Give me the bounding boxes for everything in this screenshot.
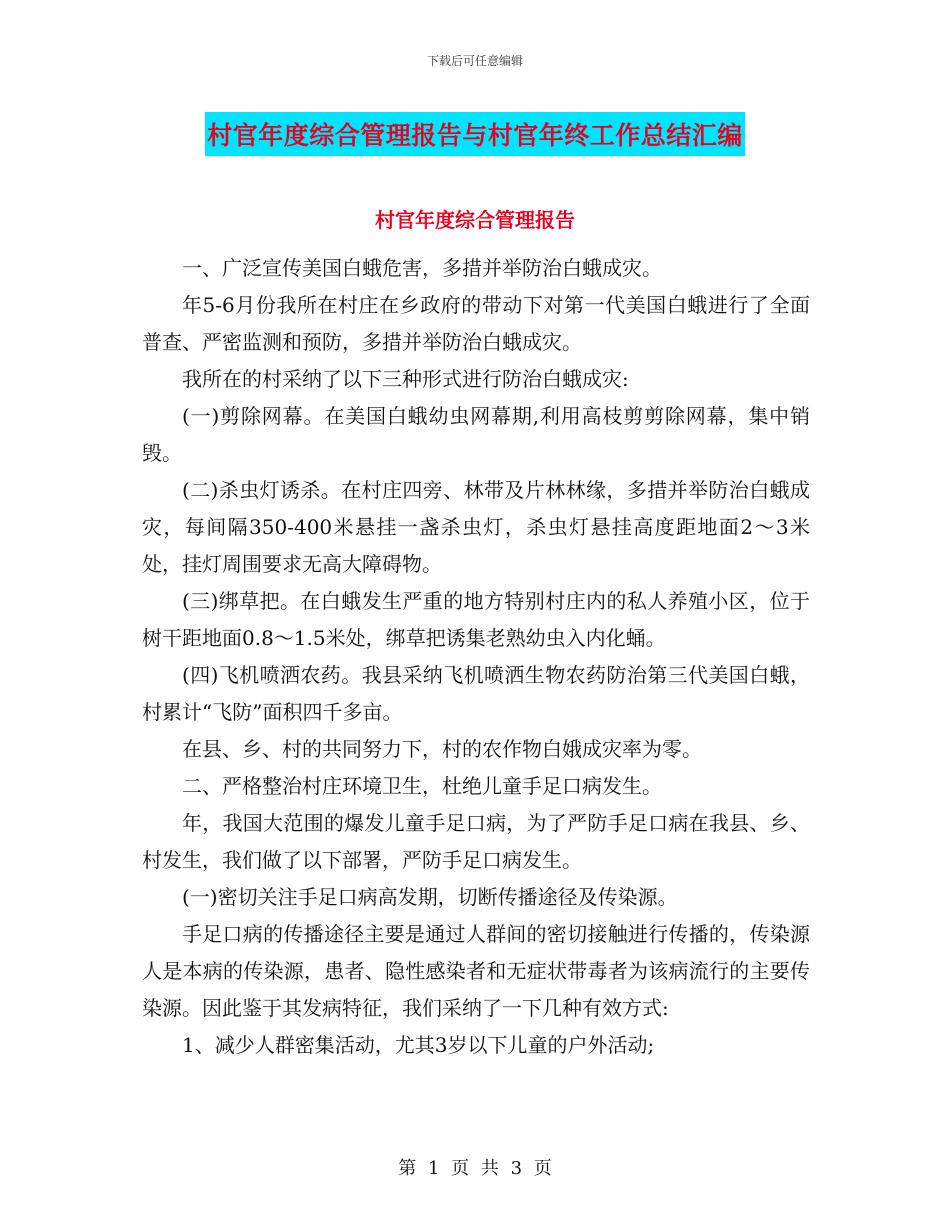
paragraph: 我所在的村采纳了以下三种形式进行防治白蛾成灾:: [182, 367, 629, 391]
section-title: 村官年度综合管理报告: [375, 208, 575, 232]
paragraph: (一)剪除网幕。在美国白蛾幼虫网幕期,利用高枝剪剪除网幕，集中销毁。: [142, 404, 810, 465]
paragraph: 在县、乡、村的共同努力下，村的农作物白娥成灾率为零。: [182, 737, 702, 761]
paragraph: (一)密切关注手足口病高发期，切断传播途径及传染源。: [182, 885, 678, 909]
body-text: [142, 250, 810, 1064]
paragraph: 年，我国大范围的爆发儿童手足口病，为了严防手足口病在我县、乡、村发生，我们做了以下部署，严防手足口病发生。: [142, 811, 810, 872]
page-footer: 第 1 页 共 3 页: [398, 1158, 552, 1179]
main-title-wrap: [0, 112, 950, 156]
paragraph: (二)杀虫灯诱杀。在村庄四旁、林带及片林林缘，多措并举防治白蛾成灾，每间隔350-400米悬挂一盏杀虫灯，杀虫灯悬挂高度距地面2～3米处，挂灯周围要求无高大障碍物。: [142, 478, 810, 576]
paragraph: 二、严格整治村庄环境卫生，杜绝儿童手足口病发生。: [182, 774, 662, 798]
paragraph: 手足口病的传播途径主要是通过人群间的密切接触进行传播的，传染源人是本病的传染源，患者、隐性感染者和无症状带毒者为该病流行的主要传染源。因此鉴于其发病特征，我们采纳了一下几种有效方式:: [142, 922, 810, 1020]
header-note: 下载后可任意编辑: [426, 54, 523, 68]
paragraph: (四)飞机喷洒农药。我县采纳飞机喷洒生物农药防治第三代美国白蛾，村累计“飞防”面积四千多亩。: [142, 663, 810, 724]
paragraph: 1、减少人群密集活动，尤其3岁以下儿童的户外活动;: [182, 1033, 655, 1057]
main-title: 村官年度综合管理报告与村官年终工作总结汇编: [205, 112, 745, 156]
paragraph: 一、广泛宣传美国白蛾危害，多措并举防治白蛾成灾。: [182, 256, 662, 280]
paragraph: (三)绑草把。在白蛾发生严重的地方特别村庄内的私人养殖小区，位于树干距地面0.8～1.5米处，绑草把诱集老熟幼虫入内化蛹。: [142, 589, 810, 650]
paragraph: 年5-6月份我所在村庄在乡政府的带动下对第一代美国白蛾进行了全面普查、严密监测和预防，多措并举防治白蛾成灾。: [142, 293, 810, 354]
